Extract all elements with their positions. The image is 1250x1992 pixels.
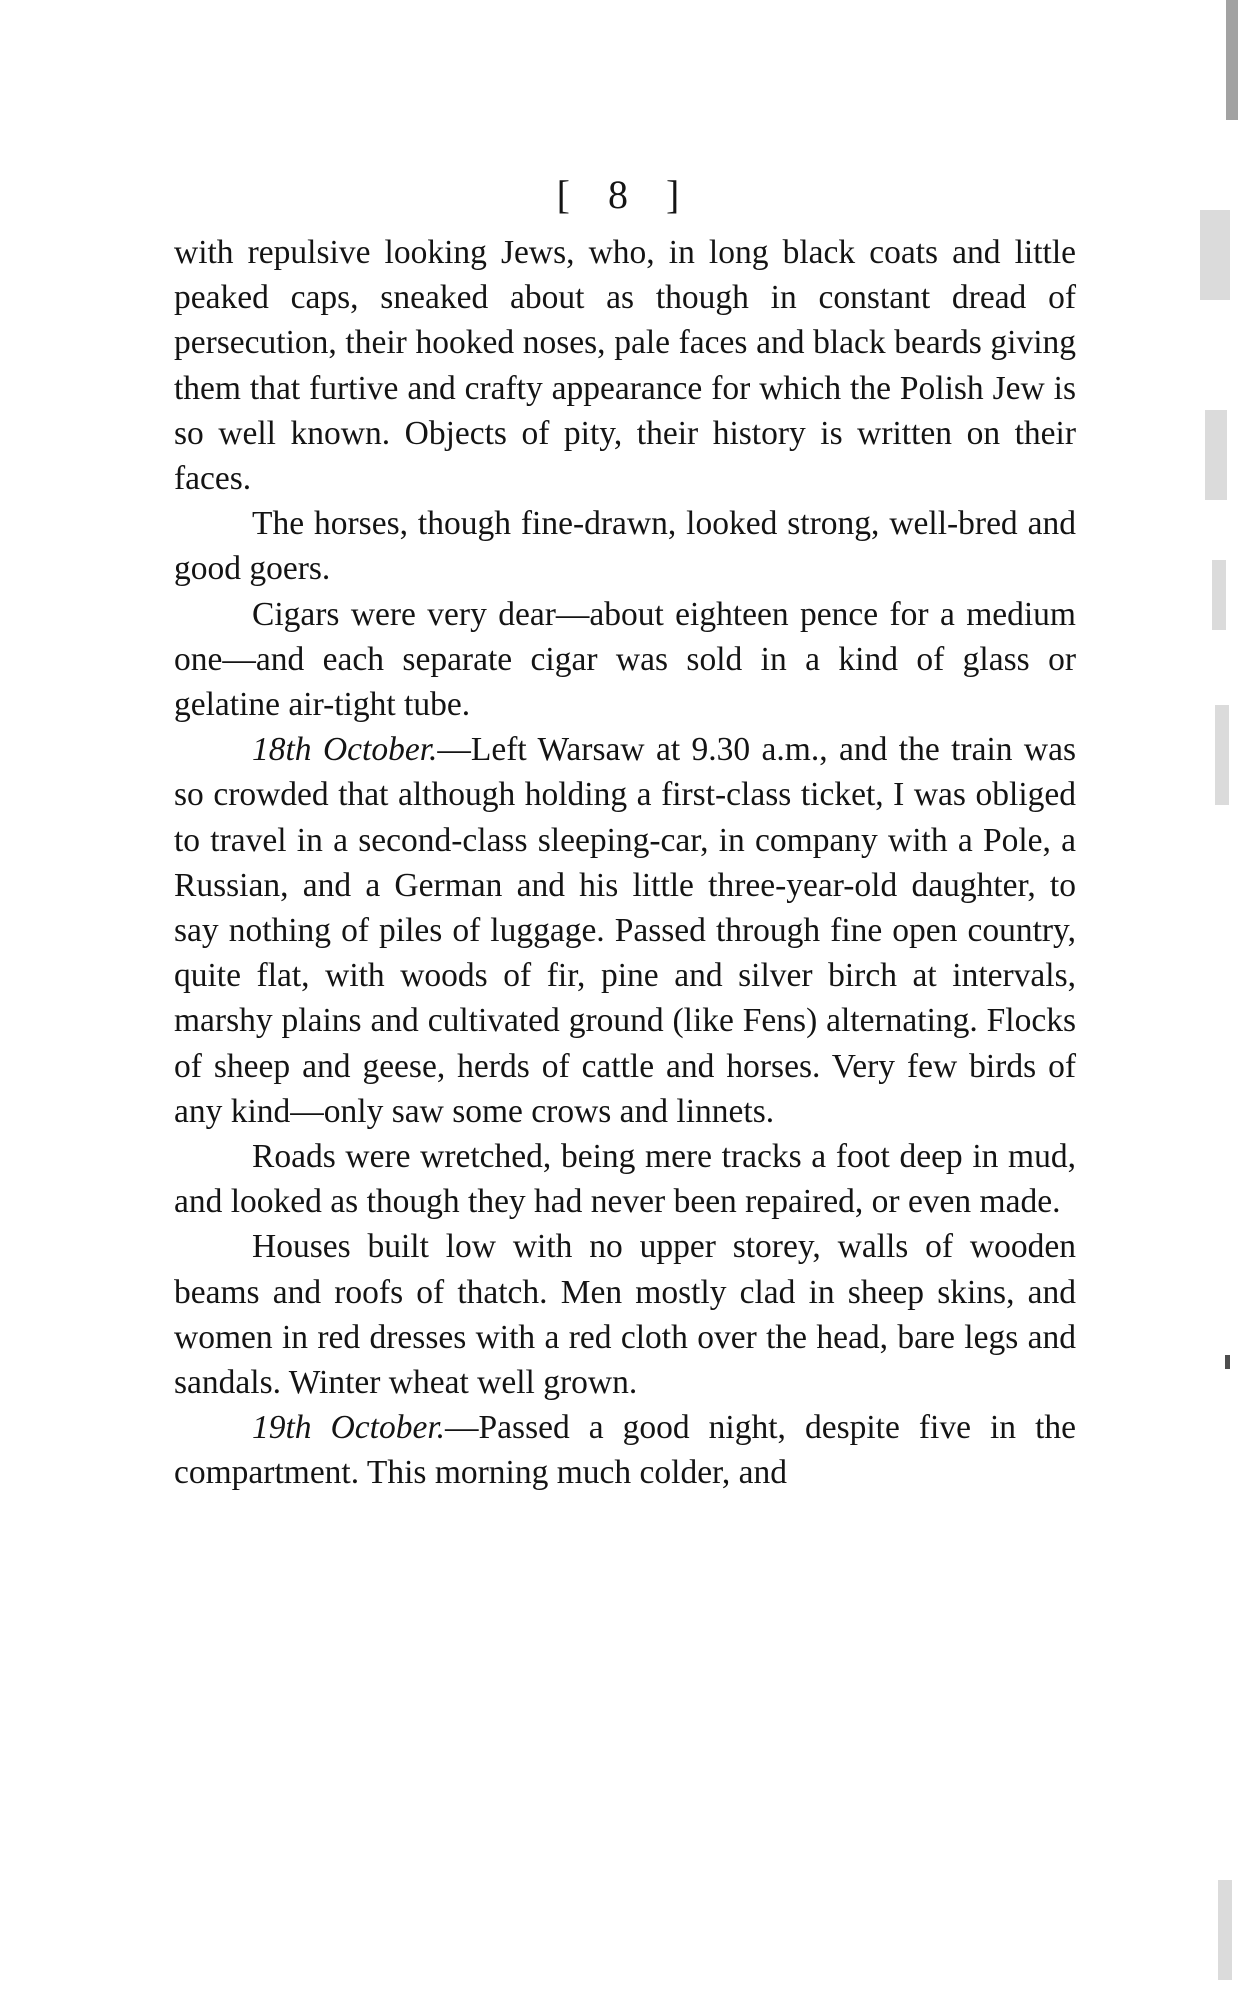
scan-artifact	[1212, 560, 1226, 630]
paragraph	[174, 592, 1076, 728]
diary-entry	[174, 1405, 1076, 1495]
paragraph-text: —Passed a good night, despite five in the compartment. This morning much colder, and	[174, 1409, 1076, 1492]
scan-artifact	[1215, 705, 1229, 805]
entry-date: 19th October.	[252, 1409, 446, 1447]
scan-artifact	[1226, 0, 1238, 120]
scan-artifact	[1200, 210, 1230, 300]
scan-artifact	[1225, 1355, 1230, 1369]
scan-artifact	[1218, 1880, 1232, 1980]
paragraph-text: Roads were wretched, being mere tracks a foot deep in mud, and looked as though they had never been repaired, or even made.	[174, 1138, 1076, 1221]
paragraph	[174, 230, 1076, 501]
paragraph	[174, 1224, 1076, 1405]
paragraph	[174, 1134, 1076, 1224]
page-number: [ 8 ]	[556, 172, 694, 217]
diary-entry	[174, 727, 1076, 1134]
paragraph-text: with repulsive looking Jews, who, in long black coats and little peaked caps, sneaked about as though in constant dread of persecution, their hooked noses, pale faces and black beards giving them that furtive and crafty appearance for which the Polish Jew is so well known. Objects of pity, their history is written on their faces.	[174, 234, 1076, 498]
body-text	[174, 230, 1076, 1496]
paragraph-text: Houses built low with no upper storey, walls of wooden beams and roofs of thatch. Men mostly clad in sheep skins, and women in red dresses with a red cloth over the head, bare legs and sandals. Winter wheat well grown.	[174, 1228, 1076, 1402]
paragraph-text: Cigars were very dear—about eighteen pence for a medium one—and each separate cigar was sold in a kind of glass or gelatine air-tight tube.	[174, 595, 1076, 724]
entry-date: 18th October.	[252, 731, 438, 769]
paragraph	[174, 501, 1076, 591]
scan-artifact	[1205, 410, 1227, 500]
paragraph-text: —Left Warsaw at 9.30 a.m., and the train was so crowded that although holding a first-class ticket, I was obliged to travel in a second-class sleeping-car, in company with a Pole, a Russian, and a German and his little three-year-old daughter, to say nothing of piles of luggage. Passed through fine open country, quite flat, with woods of fir, pine and silver birch at intervals, marshy plains and cultivated ground (like Fens) alternating. Flocks of sheep and geese, herds of cattle and horses. Very few birds of any kind—only saw some crows and linnets.	[174, 731, 1076, 1130]
paragraph-text: The horses, though fine-drawn, looked strong, well-bred and good goers.	[174, 505, 1076, 588]
